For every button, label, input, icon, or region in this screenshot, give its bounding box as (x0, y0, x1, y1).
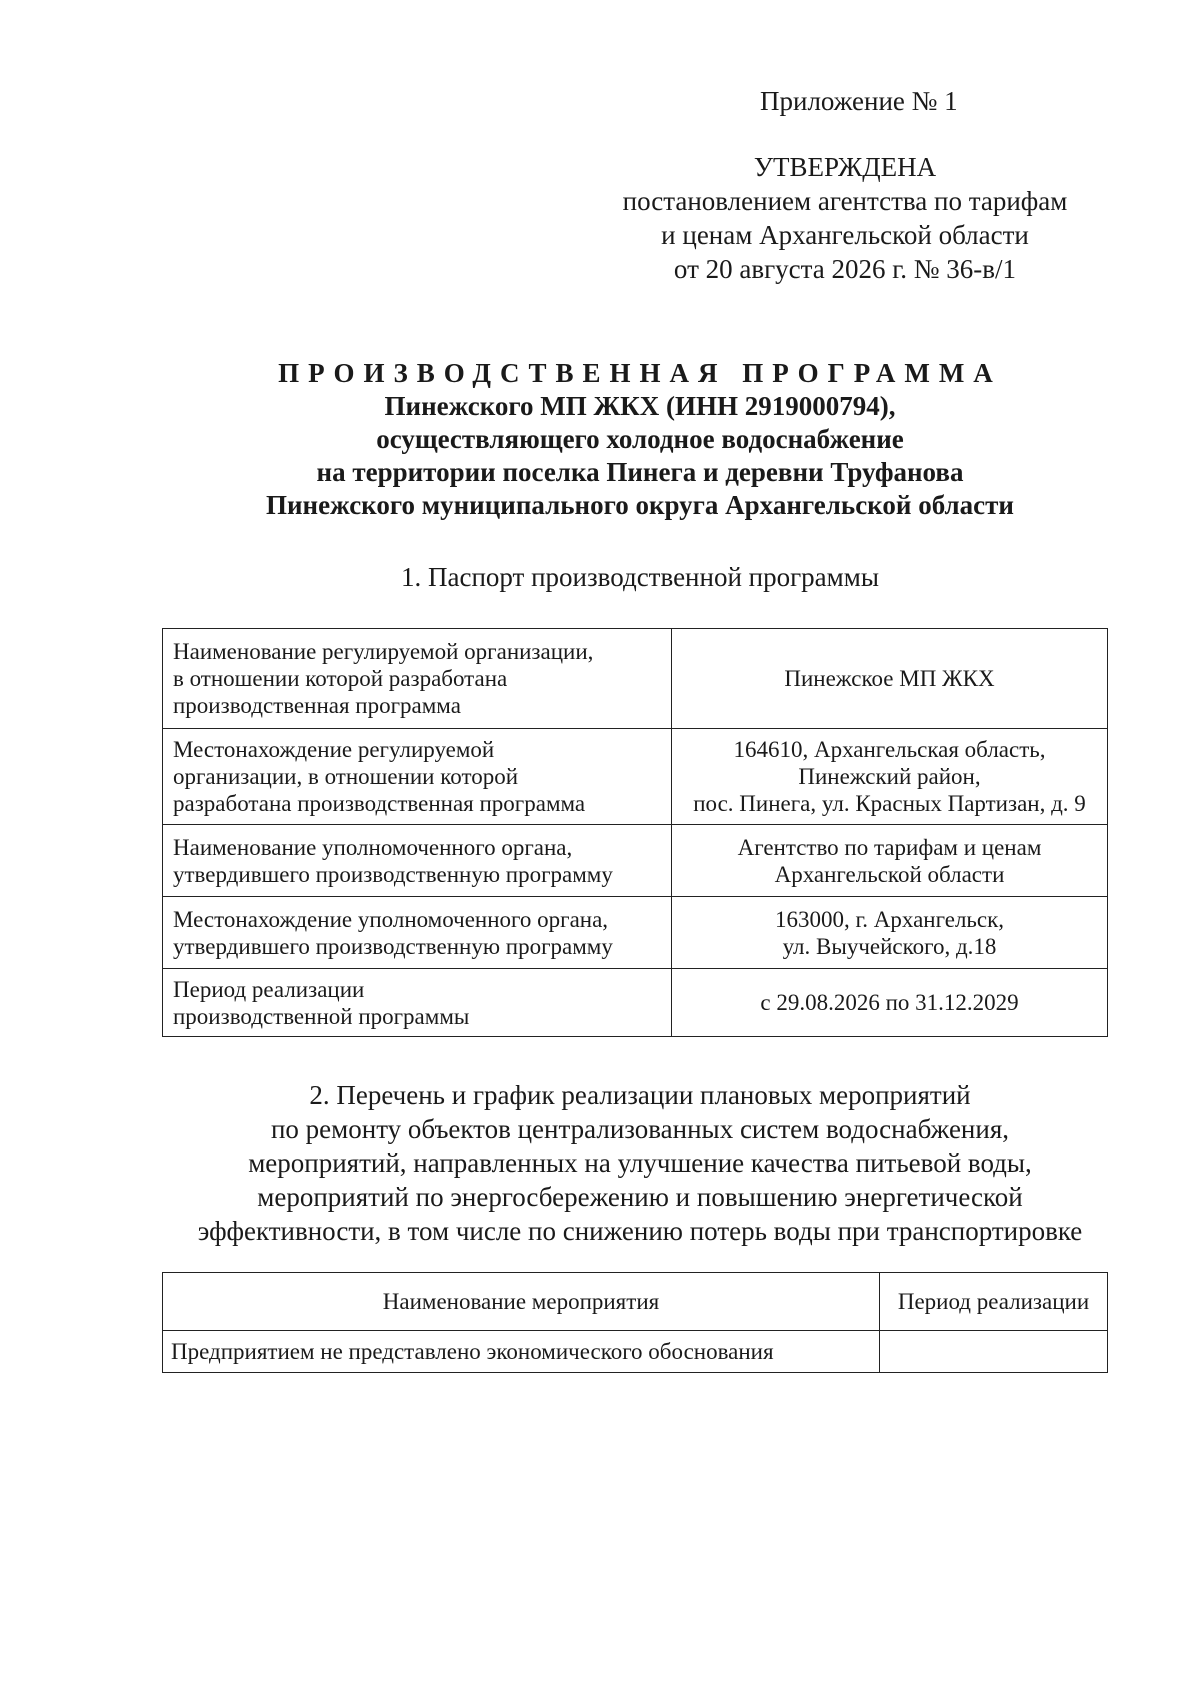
passport-table (162, 628, 1108, 1037)
document-title-main: ПРОИЗВОДСТВЕННАЯ ПРОГРАММА (278, 358, 1002, 388)
section2-heading-line: 2. Перечень и график реализации плановых мероприятий (309, 1080, 971, 1110)
column-header-name: Наименование мероприятия (163, 1273, 880, 1331)
section2-heading-line: эффективности, в том числе по снижению потерь воды при транспортировке (197, 1216, 1083, 1246)
cell-line: утвердившего производственную программу (173, 861, 613, 887)
table-row (163, 897, 1108, 969)
event-period-cell (880, 1331, 1108, 1373)
cell-line: с 29.08.2026 по 31.12.2029 (760, 990, 1019, 1015)
section1-heading-text: 1. Паспорт производственной программы (401, 562, 879, 592)
section2-heading-line: мероприятий, направленных на улучшение качества питьевой воды, (248, 1148, 1032, 1178)
table-row (163, 629, 1108, 729)
approval-block (560, 150, 1130, 286)
cell-line: организации, в отношении которой (173, 764, 518, 789)
document-title-line: осуществляющего холодное водоснабжение (376, 424, 904, 454)
cell-line: 164610, Архангельская область, (733, 737, 1046, 762)
section2-heading-line: мероприятий по энергосбережению и повышению энергетической (257, 1182, 1023, 1212)
events-table (162, 1272, 1108, 1373)
passport-label-cell (163, 729, 672, 825)
event-name-cell: Предприятием не представлено экономического обоснования (163, 1331, 880, 1373)
document-title-line: Пинежского муниципального округа Архангельской области (266, 490, 1014, 520)
cell-line: разработана производственная программа (173, 791, 586, 816)
document-title (100, 357, 1180, 522)
cell-line: Местонахождение регулируемой (173, 737, 495, 762)
cell-line: производственная программа (173, 693, 461, 718)
passport-label-cell (163, 825, 672, 897)
table-header-row (163, 1273, 1108, 1331)
cell-line: Наименование уполномоченного органа, (173, 834, 573, 860)
passport-label-cell (163, 629, 672, 729)
passport-value-cell (672, 897, 1108, 969)
passport-label-cell (163, 897, 672, 969)
approval-line: от 20 августа 2026 г. № 36-в/1 (673, 254, 1017, 284)
document-title-line: на территории поселка Пинега и деревни Труфанова (316, 457, 964, 487)
approval-line: постановлением агентства по тарифам (622, 186, 1068, 216)
cell-line: ул. Выучейского, д.18 (782, 933, 997, 959)
table-row (163, 969, 1108, 1037)
document-title-line: Пинежского МП ЖКХ (ИНН 2919000794), (384, 391, 896, 421)
section1-heading (100, 560, 1180, 594)
appendix-number: Приложение № 1 (760, 86, 958, 116)
column-header-period: Период реализации (880, 1273, 1108, 1331)
table-row (163, 825, 1108, 897)
passport-value-cell (672, 825, 1108, 897)
passport-value-cell (672, 629, 1108, 729)
passport-label-cell (163, 969, 672, 1037)
cell-line: 163000, г. Архангельск, (774, 906, 1005, 932)
cell-line: производственной программы (173, 1003, 470, 1029)
cell-line: Архангельской области (774, 861, 1005, 887)
cell-line: Пинежский район, (798, 764, 981, 789)
table-row (163, 1331, 1108, 1373)
cell-line: пос. Пинега, ул. Красных Партизан, д. 9 (693, 791, 1086, 816)
cell-line: в отношении которой разработана (173, 666, 508, 691)
cell-line: Агентство по тарифам и ценам (737, 834, 1042, 860)
section2-heading-line: по ремонту объектов централизованных систем водоснабжения, (270, 1114, 1010, 1144)
approval-line: и ценам Архангельской области (661, 220, 1029, 250)
passport-value-cell (672, 729, 1108, 825)
cell-line: Наименование регулируемой организации, (173, 639, 594, 664)
cell-line: Местонахождение уполномоченного органа, (173, 906, 609, 932)
cell-line: Пинежское МП ЖКХ (784, 666, 995, 691)
table-row (163, 729, 1108, 825)
approval-title: УТВЕРЖДЕНА (753, 152, 937, 182)
passport-value-cell (672, 969, 1108, 1037)
cell-line: утвердившего производственную программу (173, 933, 613, 959)
section2-heading (100, 1078, 1180, 1248)
cell-line: Период реализации (173, 976, 365, 1002)
